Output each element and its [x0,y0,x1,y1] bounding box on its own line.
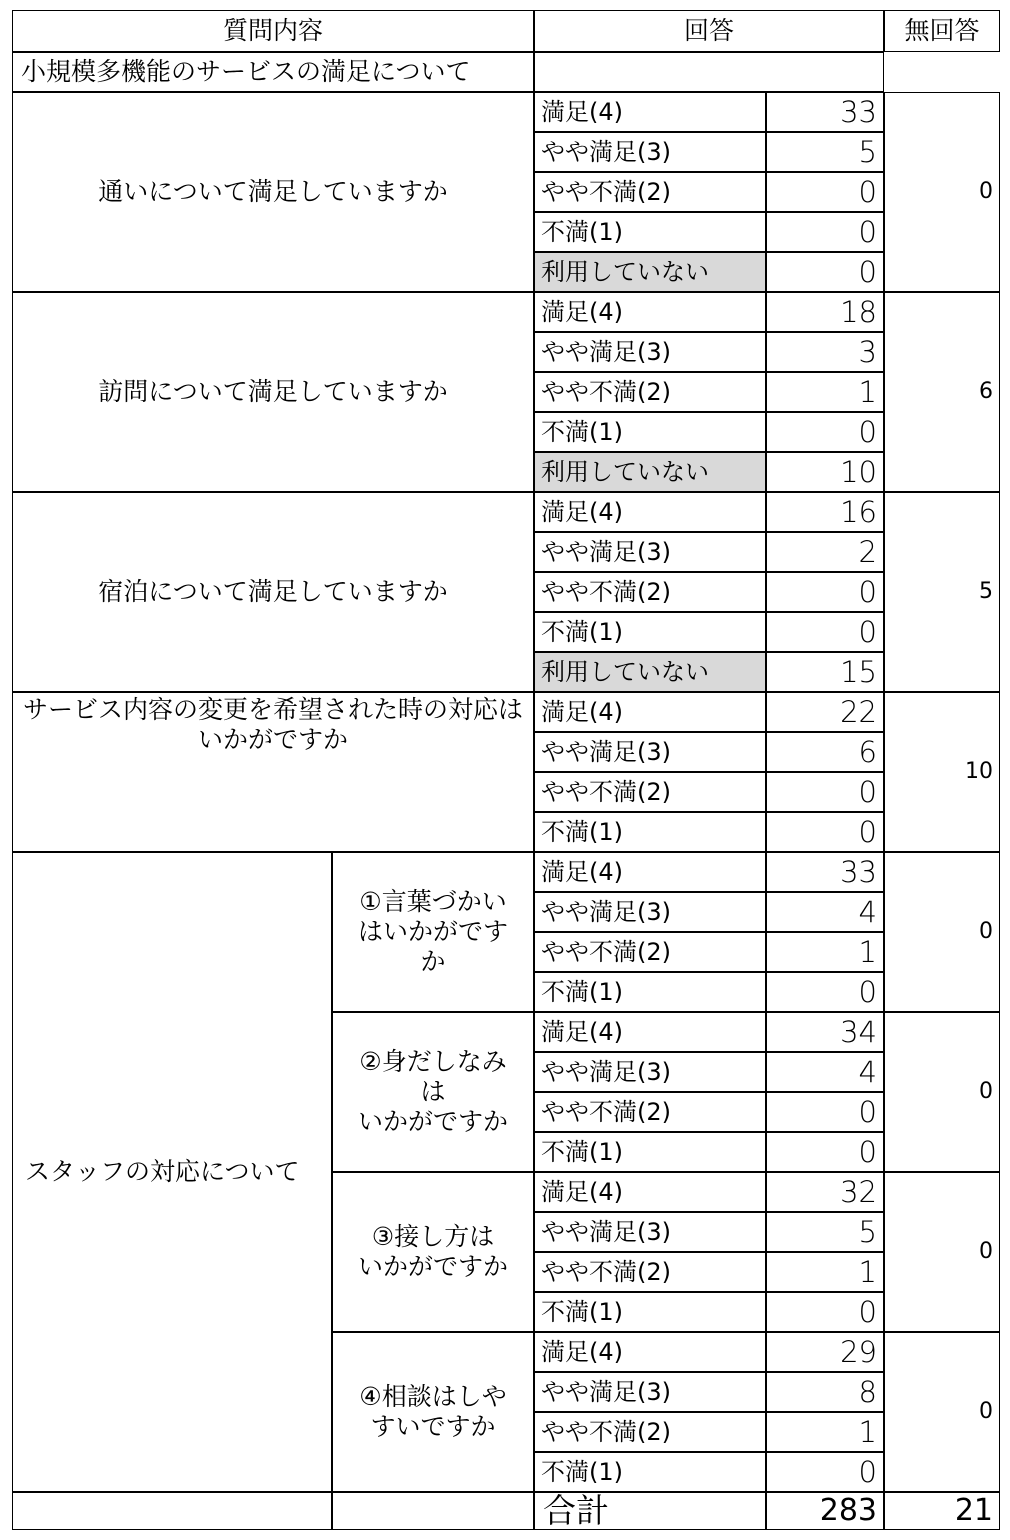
no-answer-count: 0 [884,1172,1000,1332]
answer-label: やや不満(2) [534,772,766,812]
answer-count: 0 [766,1452,884,1492]
answer-label: やや不満(2) [534,372,766,412]
answer-label: やや満足(3) [534,732,766,772]
answer-count: 0 [766,972,884,1012]
staff-section-title: スタッフの対応について [12,852,332,1492]
answer-label: 利用していない [534,452,766,492]
answer-label: やや満足(3) [534,532,766,572]
answer-count: 34 [766,1012,884,1052]
question-text: サービス内容の変更を希望された時の対応はいかがですか [12,692,534,852]
answer-count: 5 [766,1212,884,1252]
question-text: 通いについて満足していますか [12,92,534,292]
total-no-answer: 21 [884,1492,1000,1530]
answer-count: 0 [766,772,884,812]
answer-count: 0 [766,612,884,652]
answer-label: 満足(4) [534,692,766,732]
answer-label: 満足(4) [534,492,766,532]
answer-label: やや満足(3) [534,1372,766,1412]
answer-label: 不満(1) [534,1452,766,1492]
no-answer-count: 6 [884,292,1000,492]
staff-subquestion: ②身だしなみ は いかがですか [332,1012,534,1172]
answer-count: 0 [766,1292,884,1332]
answer-count: 1 [766,1252,884,1292]
answer-label: やや満足(3) [534,1052,766,1092]
answer-label: やや不満(2) [534,932,766,972]
answer-label: 利用していない [534,252,766,292]
answer-count: 3 [766,332,884,372]
no-answer-count: 0 [884,92,1000,292]
answer-label: 不満(1) [534,412,766,452]
answer-count: 0 [766,172,884,212]
answer-count: 2 [766,532,884,572]
answer-label: やや不満(2) [534,572,766,612]
answer-label: 不満(1) [534,1132,766,1172]
answer-label: 不満(1) [534,212,766,252]
answer-count: 33 [766,92,884,132]
total-label: 合計 [534,1492,766,1530]
answer-label: 不満(1) [534,972,766,1012]
answer-count: 0 [766,212,884,252]
answer-label: やや不満(2) [534,1092,766,1132]
question-text: 訪問について満足していますか [12,292,534,492]
answer-count: 5 [766,132,884,172]
answer-count: 15 [766,652,884,692]
answer-label: 利用していない [534,652,766,692]
answer-label: 満足(4) [534,92,766,132]
no-answer-count: 10 [884,692,1000,852]
total-blank-2 [332,1492,534,1530]
answer-count: 18 [766,292,884,332]
header-question: 質問内容 [12,10,534,52]
answer-label: 満足(4) [534,1332,766,1372]
no-answer-count: 5 [884,492,1000,692]
answer-count: 1 [766,932,884,972]
staff-subquestion: ①言葉づかい はいかがです か [332,852,534,1012]
question-text: 宿泊について満足していますか [12,492,534,692]
total-count: 283 [766,1492,884,1530]
answer-count: 4 [766,892,884,932]
answer-label: やや満足(3) [534,1212,766,1252]
answer-label: やや不満(2) [534,1252,766,1292]
answer-count: 0 [766,412,884,452]
answer-label: やや不満(2) [534,1412,766,1452]
answer-count: 29 [766,1332,884,1372]
answer-count: 4 [766,1052,884,1092]
answer-label: やや満足(3) [534,332,766,372]
answer-label: 満足(4) [534,292,766,332]
answer-count: 8 [766,1372,884,1412]
answer-count: 10 [766,452,884,492]
answer-count: 0 [766,572,884,612]
no-answer-count: 0 [884,1332,1000,1492]
answer-count: 1 [766,1412,884,1452]
answer-label: 不満(1) [534,812,766,852]
answer-label: やや満足(3) [534,892,766,932]
header-answer: 回答 [534,10,884,52]
answer-label: 不満(1) [534,1292,766,1332]
no-answer-count: 0 [884,852,1000,1012]
answer-count: 32 [766,1172,884,1212]
answer-count: 0 [766,1132,884,1172]
answer-label: やや満足(3) [534,132,766,172]
answer-count: 0 [766,252,884,292]
no-answer-count: 0 [884,1012,1000,1172]
answer-count: 22 [766,692,884,732]
total-blank-1 [12,1492,332,1530]
answer-count: 33 [766,852,884,892]
answer-count: 6 [766,732,884,772]
staff-subquestion: ④相談はしや すいですか [332,1332,534,1492]
answer-label: 不満(1) [534,612,766,652]
answer-label: 満足(4) [534,1172,766,1212]
staff-subquestion: ③接し方は いかがですか [332,1172,534,1332]
answer-count: 1 [766,372,884,412]
section-title-answer-blank [534,52,884,92]
answer-count: 0 [766,1092,884,1132]
answer-label: 満足(4) [534,852,766,892]
answer-label: 満足(4) [534,1012,766,1052]
answer-label: やや不満(2) [534,172,766,212]
answer-count: 0 [766,812,884,852]
section-title: 小規模多機能のサービスの満足について [12,52,534,92]
answer-count: 16 [766,492,884,532]
header-no-answer: 無回答 [884,10,1000,52]
